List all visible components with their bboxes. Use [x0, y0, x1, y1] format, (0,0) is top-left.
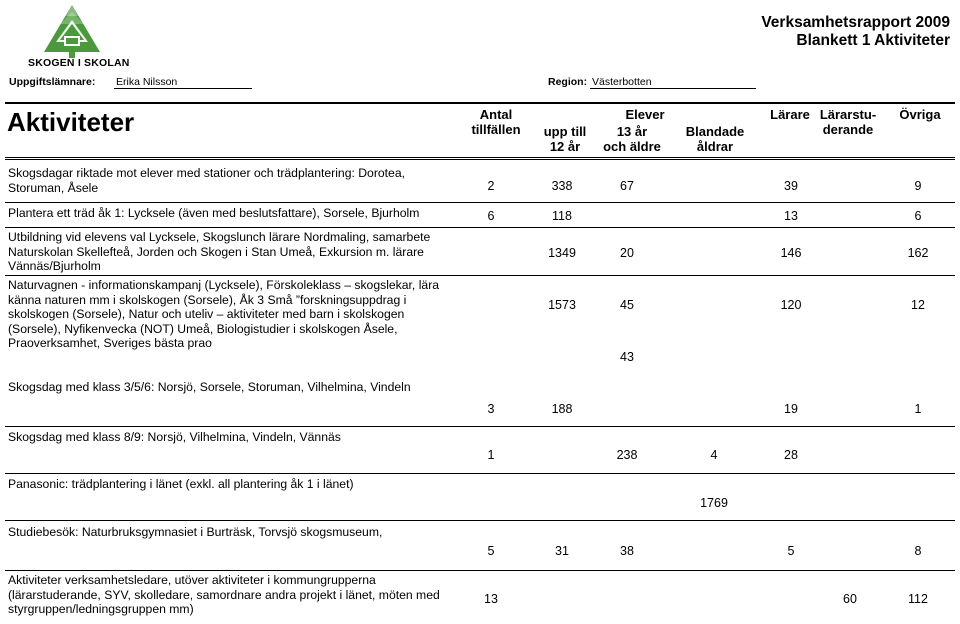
- row-description: [8, 477, 460, 492]
- header-ovriga: Övriga: [899, 107, 941, 122]
- region-value: Västerbotten: [590, 76, 756, 89]
- row-description-line: Skogsdag med klass 8/9: Norsjö, Vilhelmina, Vindeln, Vännäs: [8, 430, 341, 444]
- header-top-rule: [5, 102, 955, 104]
- row-description-line: Praoverksamhet, Sveriges bästa prao: [8, 336, 212, 351]
- row-divider: [5, 520, 955, 521]
- report-subtitle: Blankett 1 Aktiviteter: [796, 32, 950, 49]
- row-value-ovriga: 162: [907, 246, 929, 260]
- row-value-ovriga: 112: [908, 592, 928, 606]
- row-value-larare: 120: [780, 298, 802, 312]
- row-value-upp-till: 118: [552, 209, 572, 223]
- header-lararstud: Lärarstu- derande: [819, 107, 877, 137]
- row-value-larare: 146: [780, 246, 802, 260]
- row-description: [8, 525, 460, 540]
- row-description-line: Utbildning vid elevens val Lycksele, Skogslunch lärare Nordmaling, samarbete: [8, 230, 431, 244]
- row-description: [8, 573, 460, 617]
- row-value-blandade: 4: [710, 448, 718, 462]
- row-description: [8, 230, 460, 274]
- logo: [26, 2, 130, 72]
- row-description-line: skolskogen (Sorsele), Natur och uteliv – aktiviteter med barn i skolskogen: [8, 307, 405, 322]
- row-description-line: Plantera ett träd åk 1: Lycksele (även med beslutsfattare), Sorsele, Bjurholm: [8, 206, 420, 220]
- row-value-larare: 28: [784, 448, 798, 462]
- header-upp-till: upp till 12 år: [543, 124, 587, 154]
- row-value-larare: 5: [787, 544, 795, 558]
- row-description-line: Panasonic: trädplantering i länet (exkl. all plantering åk 1 i länet): [8, 477, 354, 491]
- row-value-aldre-extra: 43: [620, 350, 634, 364]
- row-value-antal: 3: [487, 402, 495, 416]
- header-larare: Lärare: [770, 107, 810, 122]
- row-description-line: Naturvagnen - informationskampanj (Lycksele), Förskoleklass – skogslekar, lära: [8, 278, 440, 292]
- row-divider: [5, 570, 955, 571]
- row-description-line: Skogsdag med klass 3/5/6: Norsjö, Sorsele, Storuman, Vilhelmina, Vindeln: [8, 380, 411, 394]
- row-value-upp-till: 31: [555, 544, 569, 558]
- report-title: Verksamhetsrapport 2009: [761, 14, 950, 31]
- header-aldre: 13 år och äldre: [603, 124, 661, 154]
- row-value-ovriga: 1: [914, 402, 922, 416]
- row-value-antal: 1: [487, 448, 495, 462]
- row-divider: [5, 426, 955, 427]
- header-elever: Elever: [625, 107, 665, 122]
- row-description-line: (lärarstuderande, SYV, skolledare, samordnare andra projekt i länet, möten med: [8, 587, 440, 602]
- row-value-ovriga: 12: [911, 298, 925, 312]
- row-value-antal: 6: [487, 209, 495, 223]
- logo-text: SKOGEN I SKOLAN: [28, 57, 130, 69]
- header-bottom-rule: [5, 157, 955, 160]
- row-description-line: Aktiviteter verksamhetsledare, utöver aktiviteter i kommungrupperna: [8, 573, 376, 587]
- section-title: Aktiviteter: [7, 107, 135, 137]
- row-value-aldre: 20: [620, 246, 634, 260]
- row-divider: [5, 275, 955, 276]
- row-value-antal: 2: [487, 179, 495, 193]
- reporter-label: Uppgiftslämnare:: [9, 76, 96, 88]
- row-description: [8, 278, 460, 351]
- row-value-ovriga: 6: [914, 209, 922, 223]
- row-description: [8, 166, 460, 195]
- row-description: [8, 380, 460, 395]
- row-value-aldre: 45: [620, 298, 634, 312]
- row-value-upp-till: 188: [551, 402, 573, 416]
- row-divider: [5, 227, 955, 228]
- row-value-aldre: 238: [616, 448, 638, 462]
- row-value-larare: 13: [784, 209, 798, 223]
- row-description-line: styrgruppen/ledningsgruppen mm): [8, 602, 194, 617]
- row-divider: [5, 473, 955, 474]
- row-value-lararstud: 60: [843, 592, 857, 606]
- row-value-aldre: 38: [620, 544, 634, 558]
- row-description-line: känna naturen mm i skolskogen (Sorsele), Åk 3 Små ”forskningsuppdrag i: [8, 292, 407, 307]
- row-value-upp-till: 1573: [548, 298, 576, 312]
- row-description: [8, 206, 460, 221]
- row-description-line: Vännäs/Bjurholm: [8, 259, 101, 274]
- row-value-aldre: 67: [620, 179, 634, 193]
- row-description-line: Naturskolan Skellefteå, Jorden och Skogen i Stan Umeå, Exkursion m. lärare: [8, 244, 424, 259]
- row-divider: [5, 202, 955, 203]
- row-value-ovriga: 9: [914, 179, 922, 193]
- row-value-antal: 13: [484, 592, 498, 606]
- row-value-larare: 39: [784, 179, 798, 193]
- row-description: [8, 430, 460, 445]
- row-value-ovriga: 8: [914, 544, 922, 558]
- reporter-value: Erika Nilsson: [114, 76, 252, 89]
- region-label: Region:: [548, 76, 588, 88]
- header-antal: Antal tillfällen: [471, 107, 521, 137]
- tree-logo-icon: [26, 2, 118, 60]
- row-value-upp-till: 338: [551, 179, 573, 193]
- row-description-line: Storuman, Åsele: [8, 180, 99, 195]
- row-description-line: (Sorsele), Nyfikenvecka (NOT) Umeå, Biologistudier i skolskogen Åsele,: [8, 321, 398, 336]
- row-description-line: Studiebesök: Naturbruksgymnasiet i Burträsk, Torvsjö skogsmuseum,: [8, 525, 383, 539]
- row-value-antal: 5: [487, 544, 495, 558]
- row-value-blandade: 1769: [700, 496, 728, 510]
- row-description-line: Skogsdagar riktade mot elever med stationer och trädplantering: Dorotea,: [8, 166, 405, 180]
- header-blandade: Blandade åldrar: [685, 124, 745, 154]
- row-value-larare: 19: [784, 402, 798, 416]
- row-value-upp-till: 1349: [548, 246, 576, 260]
